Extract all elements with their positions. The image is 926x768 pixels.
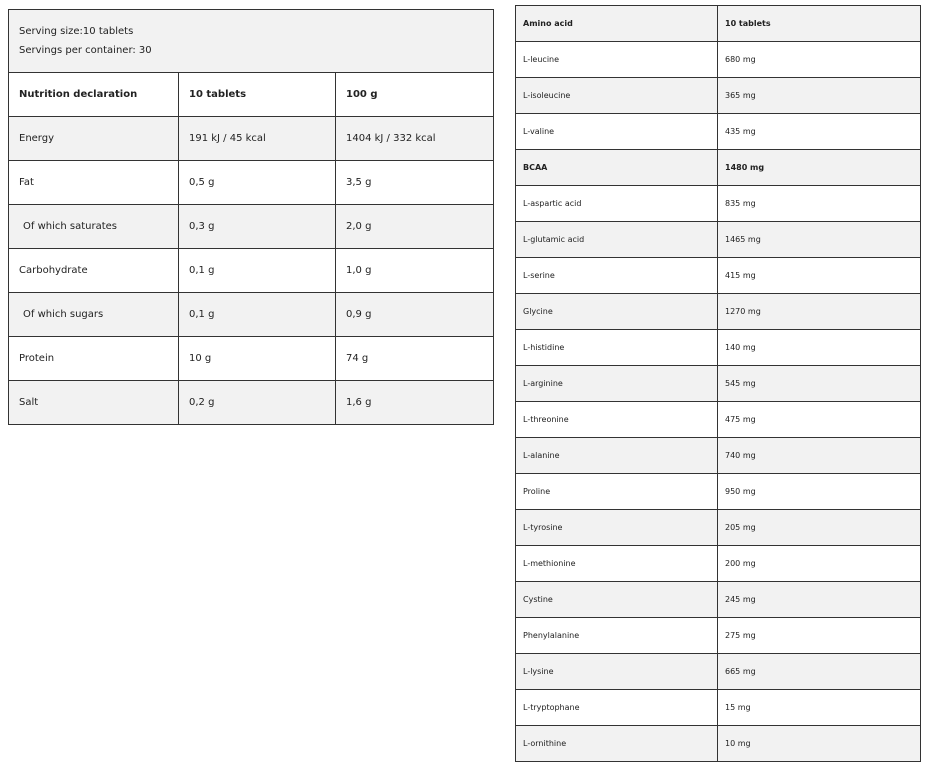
nutrition-row-sugars	[9, 293, 494, 337]
amino-value: 1480 mg	[718, 150, 921, 186]
amino-value: 665 mg	[718, 654, 921, 690]
nutrient-per-100g: 1404 kJ / 332 kcal	[336, 117, 494, 161]
amino-value: 365 mg	[718, 78, 921, 114]
nutrient-per-serving: 0,1 g	[179, 249, 336, 293]
amino-value: 475 mg	[718, 402, 921, 438]
nutrient-per-100g: 0,9 g	[336, 293, 494, 337]
nutrient-per-serving: 0,3 g	[179, 205, 336, 249]
servings-per-container: Servings per container: 30	[19, 45, 152, 56]
amino-row	[516, 726, 921, 762]
amino-row	[516, 654, 921, 690]
amino-name: L-valine	[516, 114, 718, 150]
nutrition-header-row	[9, 73, 494, 117]
nutrient-per-100g: 1,0 g	[336, 249, 494, 293]
amino-name: L-glutamic acid	[516, 222, 718, 258]
nutrition-row-fat	[9, 161, 494, 205]
amino-name: L-serine	[516, 258, 718, 294]
amino-acid-table	[515, 5, 921, 762]
amino-row	[516, 366, 921, 402]
amino-name: L-tryptophane	[516, 690, 718, 726]
amino-name: L-alanine	[516, 438, 718, 474]
amino-value: 205 mg	[718, 510, 921, 546]
amino-value: 10 mg	[718, 726, 921, 762]
amino-name: L-methionine	[516, 546, 718, 582]
amino-value: 835 mg	[718, 186, 921, 222]
amino-name: L-ornithine	[516, 726, 718, 762]
amino-name: L-isoleucine	[516, 78, 718, 114]
nutrient-name: Fat	[9, 161, 179, 205]
nutrition-row-protein	[9, 337, 494, 381]
amino-row	[516, 546, 921, 582]
amino-row	[516, 330, 921, 366]
nutrient-name: Energy	[9, 117, 179, 161]
amino-name: Glycine	[516, 294, 718, 330]
serving-size: Serving size:10 tablets	[19, 26, 134, 37]
nutrient-per-serving: 10 g	[179, 337, 336, 381]
amino-value: 275 mg	[718, 618, 921, 654]
amino-row	[516, 690, 921, 726]
amino-row	[516, 294, 921, 330]
amino-name: BCAA	[516, 150, 718, 186]
amino-name: L-threonine	[516, 402, 718, 438]
amino-value: 140 mg	[718, 330, 921, 366]
nutrition-table	[8, 9, 494, 425]
amino-value: 1465 mg	[718, 222, 921, 258]
amino-row	[516, 510, 921, 546]
amino-row	[516, 42, 921, 78]
serving-info	[9, 10, 494, 73]
amino-row	[516, 78, 921, 114]
nutrient-per-100g: 74 g	[336, 337, 494, 381]
serving-info-row	[9, 10, 494, 73]
amino-row	[516, 114, 921, 150]
amino-value: 545 mg	[718, 366, 921, 402]
nutrient-per-serving: 0,2 g	[179, 381, 336, 425]
amino-row	[516, 474, 921, 510]
amino-name: L-aspartic acid	[516, 186, 718, 222]
amino-row	[516, 222, 921, 258]
nutrient-per-100g: 1,6 g	[336, 381, 494, 425]
amino-value: 740 mg	[718, 438, 921, 474]
amino-name: L-tyrosine	[516, 510, 718, 546]
nutrition-row-salt	[9, 381, 494, 425]
amino-value: 1270 mg	[718, 294, 921, 330]
header-nutrition-declaration: Nutrition declaration	[9, 73, 179, 117]
amino-value: 435 mg	[718, 114, 921, 150]
amino-value: 15 mg	[718, 690, 921, 726]
amino-row-bcaa	[516, 150, 921, 186]
nutrient-name: Of which sugars	[9, 293, 179, 337]
amino-row	[516, 618, 921, 654]
amino-row	[516, 438, 921, 474]
amino-row	[516, 582, 921, 618]
amino-name: L-lysine	[516, 654, 718, 690]
amino-value: 200 mg	[718, 546, 921, 582]
nutrient-name: Carbohydrate	[9, 249, 179, 293]
nutrient-per-serving: 191 kJ / 45 kcal	[179, 117, 336, 161]
amino-value: 245 mg	[718, 582, 921, 618]
header-per-serving: 10 tablets	[179, 73, 336, 117]
amino-value: 680 mg	[718, 42, 921, 78]
header-amino-acid: Amino acid	[516, 6, 718, 42]
nutrient-per-serving: 0,5 g	[179, 161, 336, 205]
header-amino-per-serving: 10 tablets	[718, 6, 921, 42]
nutrient-per-serving: 0,1 g	[179, 293, 336, 337]
amino-name: Cystine	[516, 582, 718, 618]
amino-name: Phenylalanine	[516, 618, 718, 654]
amino-value: 415 mg	[718, 258, 921, 294]
nutrient-name: Salt	[9, 381, 179, 425]
nutrition-row-energy	[9, 117, 494, 161]
nutrient-name: Of which saturates	[9, 205, 179, 249]
amino-name: L-histidine	[516, 330, 718, 366]
amino-name: L-leucine	[516, 42, 718, 78]
amino-header-row	[516, 6, 921, 42]
nutrition-row-saturates	[9, 205, 494, 249]
amino-value: 950 mg	[718, 474, 921, 510]
amino-row	[516, 186, 921, 222]
nutrition-row-carbohydrate	[9, 249, 494, 293]
amino-row	[516, 402, 921, 438]
amino-row	[516, 258, 921, 294]
nutrient-per-100g: 3,5 g	[336, 161, 494, 205]
amino-name: L-arginine	[516, 366, 718, 402]
amino-name: Proline	[516, 474, 718, 510]
nutrient-per-100g: 2,0 g	[336, 205, 494, 249]
nutrient-name: Protein	[9, 337, 179, 381]
header-per-100g: 100 g	[336, 73, 494, 117]
